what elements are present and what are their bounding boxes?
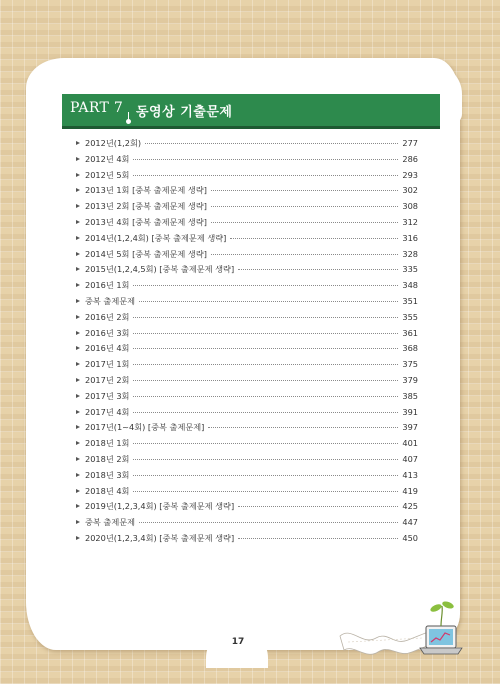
triangle-bullet-icon [76,520,80,524]
triangle-bullet-icon [76,236,80,240]
toc-entry[interactable] [76,296,418,312]
dot-leader [208,427,398,428]
toc-entry-title: 2013년 4회 [중복 출제문제 생략] [85,216,207,227]
toc-entry[interactable] [76,486,418,502]
triangle-bullet-icon [76,457,80,461]
toc-entry[interactable] [76,264,418,280]
toc-entry-title: 2014년(1,2,4회) [중복 출제문제 생략] [85,232,227,243]
triangle-bullet-icon [76,267,80,271]
toc-entry-title: 중복 출제문제 [85,517,136,528]
toc-entry-title: 2013년 1회 [중복 출제문제 생략] [85,185,207,196]
toc-entry[interactable] [76,375,418,391]
dot-leader [133,475,398,476]
triangle-bullet-icon [76,346,80,350]
toc-entry-page: 312 [402,216,418,227]
table-of-contents [76,138,418,549]
triangle-bullet-icon [76,362,80,366]
dot-leader [139,522,398,523]
toc-entry-page: 368 [402,343,418,354]
triangle-bullet-icon [76,331,80,335]
toc-entry-title: 2015년(1,2,4,5회) [중복 출제문제 생략] [85,264,235,275]
triangle-bullet-icon [76,315,80,319]
toc-entry[interactable] [76,154,418,170]
toc-entry-page: 413 [402,469,418,480]
dot-leader [133,443,398,444]
triangle-bullet-icon [76,425,80,429]
toc-entry-page: 379 [402,374,418,385]
toc-entry[interactable] [76,359,418,375]
banner-dot-icon [126,119,131,124]
toc-entry-title: 2017년 4회 [85,406,130,417]
dot-leader [133,285,398,286]
toc-entry-page: 401 [402,438,418,449]
toc-entry-page: 286 [402,153,418,164]
part-banner-underline [62,126,440,129]
dot-leader [133,459,398,460]
toc-entry-page: 328 [402,248,418,259]
toc-entry-page: 397 [402,422,418,433]
toc-entry[interactable] [76,328,418,344]
triangle-bullet-icon [76,299,80,303]
triangle-bullet-icon [76,283,80,287]
toc-entry-title: 2016년 4회 [85,343,130,354]
triangle-bullet-icon [76,489,80,493]
dot-leader [133,491,398,492]
part-title: 동영상 기출문제 [136,105,233,120]
toc-entry-page: 335 [402,264,418,275]
triangle-bullet-icon [76,536,80,540]
toc-entry[interactable] [76,407,418,423]
toc-entry-title: 2018년 4회 [85,485,130,496]
triangle-bullet-icon [76,473,80,477]
dot-leader [211,254,398,255]
toc-entry-title: 2018년 1회 [85,438,130,449]
toc-entry-page: 302 [402,185,418,196]
toc-entry[interactable] [76,501,418,517]
toc-entry-title: 2017년 2회 [85,374,130,385]
toc-entry[interactable] [76,170,418,186]
dot-leader [133,317,398,318]
triangle-bullet-icon [76,410,80,414]
toc-entry-title: 2012년(1,2회) [85,138,142,148]
toc-entry-title: 2017년 1회 [85,359,130,370]
toc-entry-page: 308 [402,201,418,212]
toc-entry-title: 2020년(1,2,3,4회) [중복 출제문제 생략] [85,532,235,543]
toc-entry-page: 447 [402,517,418,528]
triangle-bullet-icon [76,378,80,382]
dot-leader [139,301,398,302]
toc-entry[interactable] [76,533,418,549]
laptop-sprout-decoration [332,596,472,668]
triangle-bullet-icon [76,141,80,145]
toc-entry[interactable] [76,138,418,154]
toc-entry-page: 407 [402,453,418,464]
dot-leader [238,506,398,507]
triangle-bullet-icon [76,157,80,161]
triangle-bullet-icon [76,394,80,398]
page-number: 17 [231,637,245,647]
toc-entry-page: 277 [402,138,418,148]
triangle-bullet-icon [76,504,80,508]
dot-leader [211,222,398,223]
toc-entry[interactable] [76,438,418,454]
triangle-bullet-icon [76,173,80,177]
toc-entry[interactable] [76,391,418,407]
toc-entry-title: 2016년 1회 [85,280,130,291]
toc-entry-page: 361 [402,327,418,338]
toc-entry[interactable] [76,343,418,359]
dot-leader [211,190,398,191]
toc-entry[interactable] [76,517,418,533]
triangle-bullet-icon [76,188,80,192]
dot-leader [133,364,398,365]
toc-entry-title: 중복 출제문제 [85,295,136,306]
dot-leader [133,380,398,381]
toc-entry[interactable] [76,233,418,249]
toc-entry[interactable] [76,201,418,217]
toc-entry[interactable] [76,470,418,486]
dot-leader [133,412,398,413]
toc-entry-title: 2013년 2회 [중복 출제문제 생략] [85,201,207,212]
triangle-bullet-icon [76,220,80,224]
toc-entry-title: 2012년 5회 [85,169,130,180]
dot-leader [133,348,398,349]
toc-entry[interactable] [76,280,418,296]
toc-entry-page: 450 [402,532,418,543]
dot-leader [133,175,398,176]
toc-entry-page: 293 [402,169,418,180]
toc-entry-title: 2016년 3회 [85,327,130,338]
triangle-bullet-icon [76,204,80,208]
toc-entry[interactable] [76,422,418,438]
toc-entry-title: 2018년 2회 [85,453,130,464]
toc-entry[interactable] [76,217,418,233]
toc-entry-title: 2017년(1~4회) [중복 출제문제] [85,422,205,433]
dot-leader [230,238,398,239]
toc-entry-title: 2017년 3회 [85,390,130,401]
toc-entry-title: 2016년 2회 [85,311,130,322]
toc-entry[interactable] [76,249,418,265]
triangle-bullet-icon [76,441,80,445]
dot-leader [133,159,398,160]
toc-entry-page: 385 [402,390,418,401]
toc-entry[interactable] [76,454,418,470]
toc-entry-title: 2019년(1,2,3,4회) [중복 출제문제 생략] [85,501,235,512]
toc-entry[interactable] [76,185,418,201]
dot-leader [238,538,398,539]
part-label: PART 7 [70,100,124,116]
toc-entry-page: 419 [402,485,418,496]
toc-entry-page: 355 [402,311,418,322]
toc-entry-page: 391 [402,406,418,417]
toc-entry-page: 316 [402,232,418,243]
toc-entry-title: 2014년 5회 [중복 출제문제 생략] [85,248,207,259]
toc-entry-page: 348 [402,280,418,291]
toc-entry-title: 2012년 4회 [85,153,130,164]
dot-leader [133,396,398,397]
toc-entry[interactable] [76,312,418,328]
triangle-bullet-icon [76,252,80,256]
dot-leader [211,206,398,207]
dot-leader [133,333,398,334]
toc-entry-page: 375 [402,359,418,370]
toc-entry-page: 425 [402,501,418,512]
dot-leader [238,269,398,270]
dot-leader [145,143,398,144]
toc-entry-page: 351 [402,295,418,306]
toc-entry-title: 2018년 3회 [85,469,130,480]
